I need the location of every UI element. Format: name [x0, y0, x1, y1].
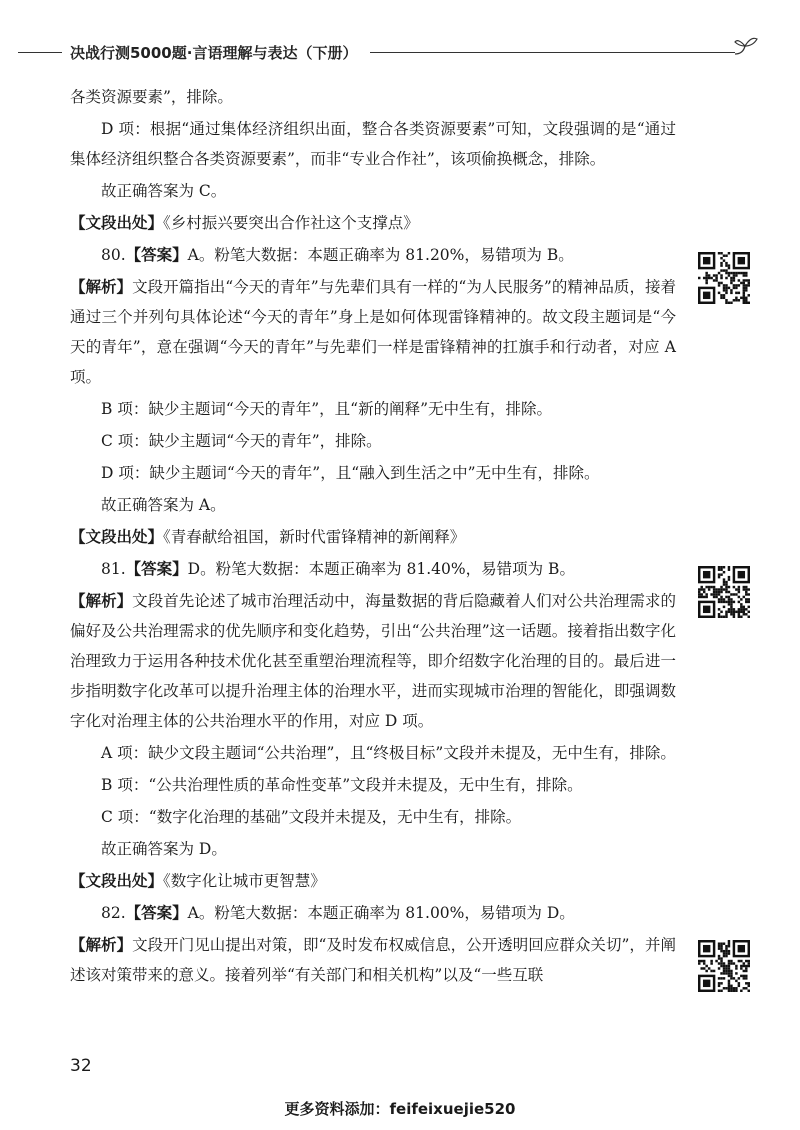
- section-label: 【解析】: [70, 278, 133, 296]
- section-label: 【答案】: [125, 560, 188, 578]
- header-rule-right: [370, 52, 735, 53]
- paragraph-text: 故正确答案为 C。: [101, 182, 227, 200]
- paragraph-text: 故正确答案为 A。: [101, 496, 226, 514]
- paragraph-text: 文段开篇指出“今天的青年”与先辈们具有一样的“为人民服务”的精神品质，接着通过三个并列句具体论述“今天的青年”身上是如何体现雷锋精神的。故文段主题词是“今天的青年”，意在强调“今天的青年”与先辈们一样是雷锋精神的扛旗手和行动者，对应 A 项。: [70, 278, 676, 386]
- footer-note: 更多资料添加：feifeixuejie520: [284, 1100, 516, 1118]
- paragraph: [70, 394, 676, 424]
- paragraph: [70, 586, 676, 736]
- paragraph-text: 文段首先论述了城市治理活动中，海量数据的背后隐藏着人们对公共治理需求的偏好及公共治理需求的优先顺序和变化趋势，引出“公共治理”这一话题。接着指出数字化治理致力于运用各种技术优化甚至重塑治理流程等，即介绍数字化治理的目的。最后进一步指明数字化改革可以提升治理主体的治理水平，进而实现城市治理的智能化，即强调数字化对治理主体的公共治理水平的作用，对应 D 项。: [70, 592, 676, 730]
- paragraph-text: 故正确答案为 D。: [101, 840, 227, 858]
- running-header: [0, 38, 800, 68]
- paragraph: [70, 240, 676, 270]
- header-rule-left: [18, 52, 62, 53]
- paragraph-text: A 项：缺少文段主题词“公共治理”，且“终极目标”文段并未提及，无中生有，排除。: [101, 744, 676, 762]
- section-label: 【答案】: [125, 246, 188, 264]
- paragraph-text: A。粉笔大数据：本题正确率为 81.20%，易错项为 B。: [187, 246, 574, 264]
- header-title: 决战行测5000题·言语理解与表达（下册）: [70, 44, 358, 62]
- paragraph: [70, 898, 676, 928]
- qr-code-icon[interactable]: [698, 566, 750, 618]
- paragraph-text: 各类资源要素”，排除。: [70, 88, 233, 106]
- section-label: 【解析】: [70, 936, 133, 954]
- paragraph-text: B 项：“公共治理性质的革命性变革”文段并未提及，无中生有，排除。: [101, 776, 583, 794]
- sprout-icon: [733, 34, 759, 58]
- qr-code-icon[interactable]: [698, 940, 750, 992]
- paragraph-text: 文段开门见山提出对策，即“及时发布权威信息，公开透明回应群众关切”，并阐述该对策带来的意义。接着列举“有关部门和相关机构”以及“一些互联: [70, 936, 676, 984]
- question-number: 80.: [101, 246, 126, 264]
- section-label: 【文段出处】: [70, 214, 164, 232]
- paragraph: [70, 738, 676, 768]
- question-number: 82.: [101, 904, 126, 922]
- paragraph-text: D 项：缺少主题词“今天的青年”，且“融入到生活之中”无中生有，排除。: [101, 464, 600, 482]
- paragraph-text: 《青春献给祖国，新时代雷锋精神的新阐释》: [163, 528, 466, 546]
- paragraph: [70, 802, 676, 832]
- paragraph: [70, 834, 676, 864]
- paragraph-text: D。粉笔大数据：本题正确率为 81.40%，易错项为 B。: [187, 560, 575, 578]
- paragraph-text: C 项：“数字化治理的基础”文段并未提及，无中生有，排除。: [101, 808, 522, 826]
- section-label: 【文段出处】: [70, 528, 164, 546]
- paragraph: [70, 272, 676, 392]
- paragraph: [70, 114, 676, 174]
- paragraph: [70, 208, 676, 238]
- paragraph-text: A。粉笔大数据：本题正确率为 81.00%，易错项为 D。: [187, 904, 575, 922]
- paragraph-text: B 项：缺少主题词“今天的青年”，且“新的阐释”无中生有，排除。: [101, 400, 553, 418]
- paragraph-text: D 项：根据“通过集体经济组织出面，整合各类资源要素”可知，文段强调的是“通过集体经济组织整合各类资源要素”，而非“专业合作社”，该项偷换概念，排除。: [70, 120, 676, 168]
- paragraph: [70, 82, 676, 112]
- paragraph: [70, 490, 676, 520]
- paragraph: [70, 176, 676, 206]
- paragraph: [70, 866, 676, 896]
- paragraph: [70, 554, 676, 584]
- paragraph-text: 《乡村振兴要突出合作社这个支撑点》: [163, 214, 419, 232]
- qr-code-icon[interactable]: [698, 252, 750, 304]
- question-number: 81.: [101, 560, 126, 578]
- paragraph: [70, 522, 676, 552]
- section-label: 【文段出处】: [70, 872, 164, 890]
- paragraph: [70, 930, 676, 990]
- paragraph: [70, 770, 676, 800]
- paragraph-text: C 项：缺少主题词“今天的青年”，排除。: [101, 432, 382, 450]
- section-label: 【答案】: [125, 904, 188, 922]
- paragraph-text: 《数字化让城市更智慧》: [163, 872, 326, 890]
- page-number: 32: [70, 1056, 92, 1076]
- page-body: [70, 82, 676, 992]
- paragraph: [70, 458, 676, 488]
- section-label: 【解析】: [70, 592, 133, 610]
- paragraph: [70, 426, 676, 456]
